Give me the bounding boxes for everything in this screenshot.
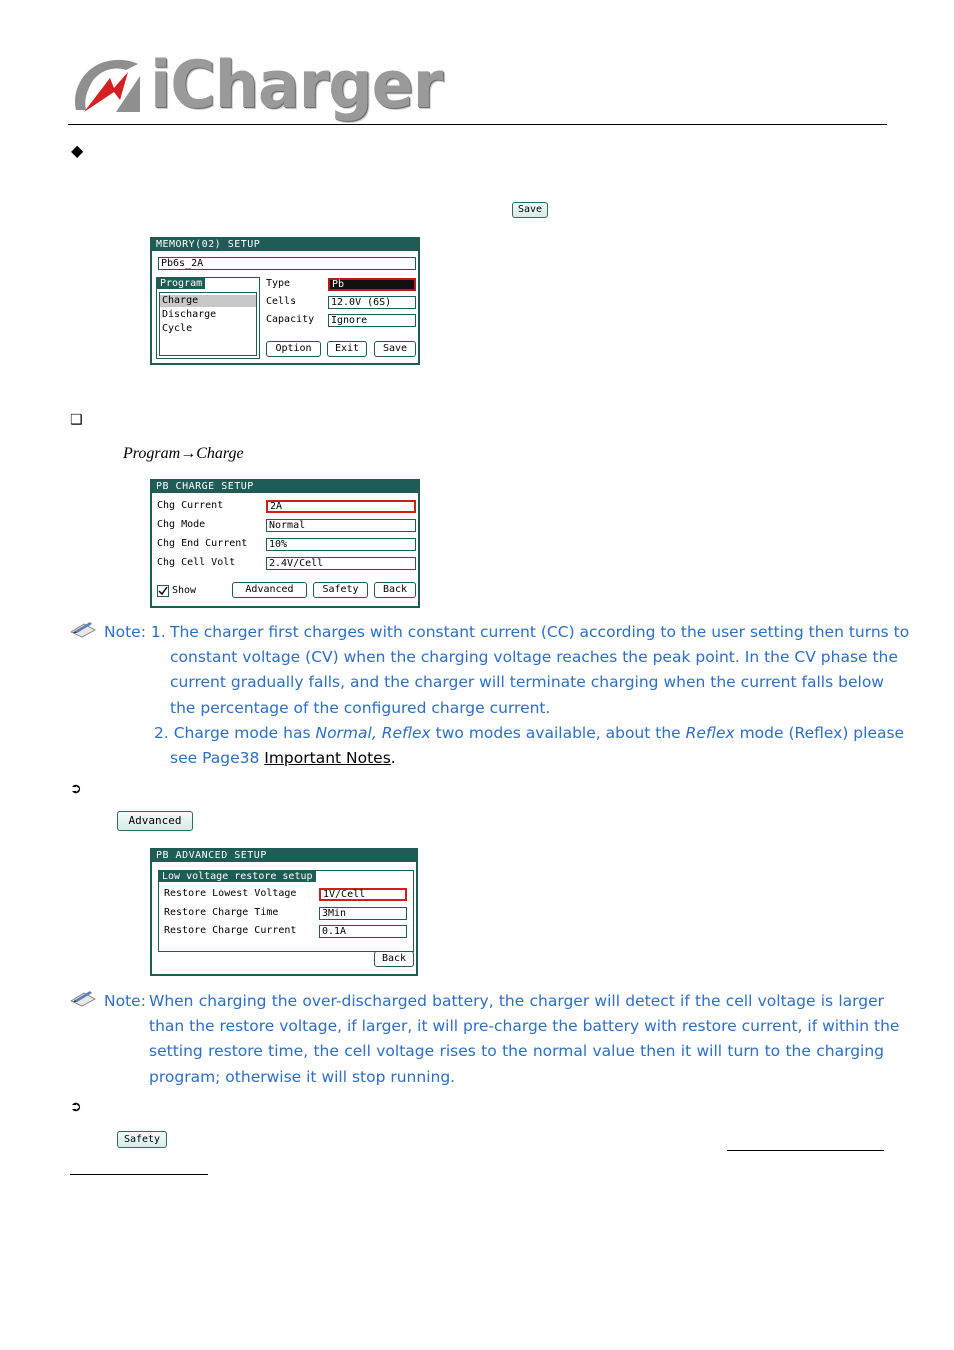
save-button[interactable]: Save — [374, 341, 416, 357]
underline-fragment-1 — [727, 1150, 884, 1151]
chg-mode-field[interactable]: Normal — [266, 519, 416, 532]
restore-charge-time-label: Restore Charge Time — [164, 907, 279, 918]
note-1-item-2-line-2 — [170, 746, 396, 771]
charge-setup-title: PB CHARGE SETUP — [152, 481, 418, 493]
chg-current-label: Chg Current — [157, 500, 224, 511]
program-label: Program — [157, 278, 205, 289]
program-item-discharge[interactable]: Discharge — [162, 309, 217, 320]
advanced-back-button[interactable]: Back — [374, 951, 414, 967]
program-item-cycle[interactable]: Cycle — [162, 323, 193, 334]
chg-end-current-label: Chg End Current — [157, 538, 248, 549]
note-1-item-2-text-c: two modes available, about the — [430, 724, 686, 742]
program-item-charge[interactable]: Charge — [160, 295, 256, 307]
note-1-line-3: current gradually falls, and the charger will terminate charging when the current falls below — [170, 673, 884, 691]
square-bullet-icon: ❑ — [70, 412, 83, 428]
inline-safety-button: Safety — [117, 1131, 167, 1148]
restore-charge-current-label: Restore Charge Current — [164, 925, 297, 936]
cells-label: Cells — [266, 296, 297, 307]
note-1-see-page: see Page38 — [170, 749, 265, 767]
note-1-item-2-text-a: 2. Charge mode has — [154, 724, 316, 742]
diamond-bullet-icon: ◆ — [71, 141, 84, 160]
note-2-line-2: than the restore voltage, if larger, it will pre-charge the battery with restore current, if within the — [149, 1017, 900, 1035]
exit-button[interactable]: Exit — [327, 341, 367, 357]
note-1-item-2-modes: Normal, Reflex — [315, 724, 431, 742]
low-voltage-group — [158, 870, 414, 952]
show-checkbox[interactable] — [157, 585, 169, 597]
note-1-item-2 — [154, 721, 905, 746]
safety-button[interactable]: Safety — [313, 582, 368, 598]
cells-field[interactable]: 12.0V (6S) — [328, 296, 416, 309]
note-1-line-1: The charger first charges with constant current (CC) according to the user setting then turns to — [170, 623, 910, 641]
show-label: Show — [172, 585, 197, 596]
chg-cell-volt-label: Chg Cell Volt — [157, 557, 236, 568]
type-field[interactable]: Pb — [328, 278, 416, 291]
note-2-prefix: Note: — [104, 992, 146, 1010]
important-notes-link[interactable]: Important Notes — [264, 749, 391, 767]
chg-current-field[interactable]: 2A — [266, 500, 416, 513]
advanced-button[interactable]: Advanced — [232, 582, 307, 598]
note-pencil-icon — [70, 989, 96, 1007]
note-1-line-4: the percentage of the configured charge current. — [170, 699, 551, 717]
memory-setup-window — [150, 237, 420, 365]
arrow-bullet-icon: ➲ — [70, 1099, 82, 1115]
restore-charge-current-field[interactable]: 0.1A — [319, 925, 407, 938]
header-divider — [68, 124, 887, 125]
restore-lowest-voltage-field[interactable]: 1V/Cell — [319, 888, 407, 901]
memory-name-field[interactable]: Pb6s_2A — [158, 257, 416, 270]
capacity-field[interactable]: Ignore — [328, 314, 416, 327]
inline-advanced-button: Advanced — [117, 811, 193, 831]
note-2-line-3: setting restore time, the cell voltage rises to the normal value then it will turn to the charging — [149, 1042, 884, 1060]
chg-end-current-field[interactable]: 10% — [266, 538, 416, 551]
icharger-logo — [70, 46, 443, 123]
type-label: Type — [266, 278, 291, 289]
logo-text: iCharger — [150, 46, 443, 123]
note-1-item-2-text-e: mode (Reflex) please — [734, 724, 905, 742]
low-voltage-group-label: Low voltage restore setup — [159, 871, 316, 882]
inline-save-button: Save — [512, 202, 548, 218]
note-2-line-1: When charging the over-discharged battery, the charger will detect if the cell voltage is larger — [149, 992, 884, 1010]
chg-mode-label: Chg Mode — [157, 519, 206, 530]
restore-charge-time-field[interactable]: 3Min — [319, 907, 407, 920]
back-button[interactable]: Back — [374, 582, 416, 598]
option-button[interactable]: Option — [266, 341, 321, 357]
logo-emblem-icon — [70, 54, 142, 116]
checkmark-icon — [158, 586, 168, 596]
chg-cell-volt-field[interactable]: 2.4V/Cell — [266, 557, 416, 570]
note-1-line-2: constant voltage (CV) when the charging voltage reaches the peak point. In the CV phase the — [170, 648, 898, 666]
charge-setup-window — [150, 479, 420, 608]
note-1-item-2-reflex: Reflex — [685, 724, 735, 742]
capacity-label: Capacity — [266, 314, 315, 325]
note-1-period: . — [390, 749, 396, 767]
note-1-prefix: Note: 1. — [104, 623, 166, 641]
memory-setup-title: MEMORY(02) SETUP — [152, 239, 418, 251]
restore-lowest-voltage-label: Restore Lowest Voltage — [164, 888, 297, 899]
advanced-setup-title: PB ADVANCED SETUP — [152, 850, 416, 862]
note-2-line-4: program; otherwise it will stop running. — [149, 1068, 456, 1086]
arrow-bullet-icon: ➲ — [70, 781, 82, 797]
note-pencil-icon — [70, 620, 96, 638]
underline-fragment-2 — [70, 1174, 208, 1175]
advanced-setup-window — [150, 848, 418, 976]
program-list — [156, 277, 260, 359]
program-charge-caption: Program→Charge — [123, 445, 244, 462]
